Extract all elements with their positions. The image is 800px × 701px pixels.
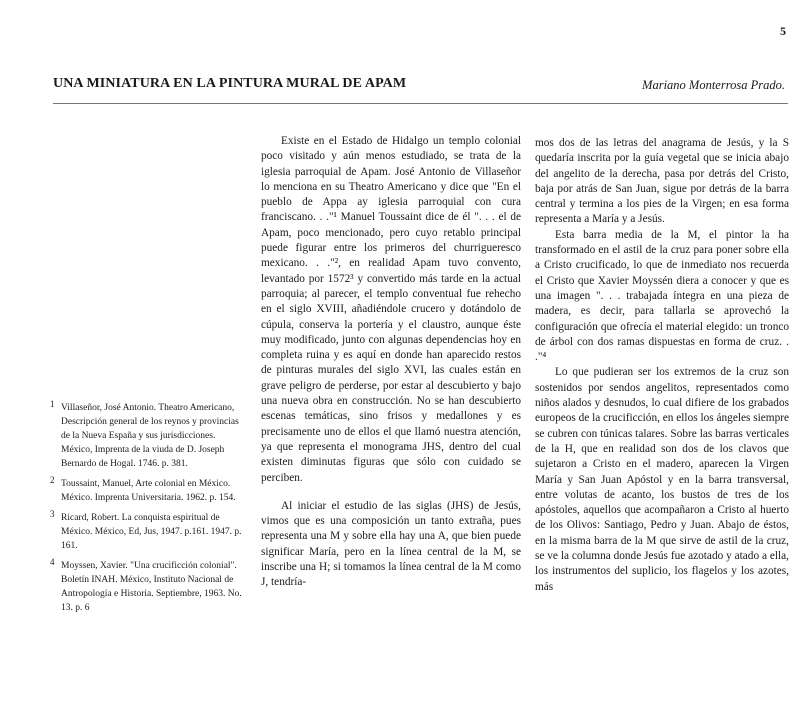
- footnote-number: 1: [50, 399, 55, 409]
- footnotes: [50, 401, 245, 621]
- footnote-text: Toussaint, Manuel, Arte colonial en México. México. Imprenta Universitaria. 1962. p. 154.: [61, 479, 236, 503]
- author-name: Mariano Monterrosa Prado.: [642, 78, 785, 92]
- paragraph: Al iniciar el estudio de las siglas (JHS) de Jesús, vimos que es una composición un tanto extraña, pues representa una M y sobre ella hay una A, que bien puede significar María, pero en la línea central de la M, se inscribe una H; si tomamos la línea central de la M como J, tendría-: [261, 499, 521, 589]
- footnote: [50, 477, 245, 505]
- paragraph: mos dos de las letras del anagrama de Jesús, y la S quedaría inscrita por la guía vegetal que se inicia abajo del angelito de la derecha, pasa por detrás del Cristo, baja por atrás de San Juan, sigue por detrás de la barra central y termina a los pies de la Virgen; en esa forma representa a María y a Jesús.: [535, 137, 789, 226]
- footnote-number: 4: [50, 557, 55, 567]
- header-rule: [53, 103, 788, 104]
- footnote: [50, 511, 245, 553]
- paragraph: Existe en el Estado de Hidalgo un templo colonial poco visitado y aún menos estudiado, se trata de la iglesia parroquial de Apam. José Antonio de Villaseñor lo menciona en su Theatro Americano y dice que "En el pueblo de Appa ay iglesia parroquial con cura franciscano. . ."¹ Manuel Toussaint dice de él ". . . el de Apam, poco mencionado, pero cuyo retablo principal puede figurar entre los primeros del churrigueresco mexicano. . ."², en realidad Apam tuvo convento, levantado por 1572³ y convertido más tarde en la actual parroquia; al parecer, el templo conventual fue rehecho en el siglo XVIII, añadiéndole crucero y dotándolo de cúpula, conserva la portería y el claustro, aunque éste muy modificado, junto con algunas dependencias hoy en completa ruina y es aquí en donde han aparecido restos de pinturas murales del siglo XVI, las cuales están en grave peligro de perderse, por estar al descubierto y bajo una nueva obra en construcción. No se han descubierto escenas temáticas, sino frisos y medallones y es precisamente uno de ellos el que llamó nuestra atención, ya que representa el monograma JHS, dentro del cual existen diminutas figuras que sólo con cuidado se perciben.: [261, 135, 521, 484]
- body-column-right: [535, 136, 789, 595]
- article-title: UNA MINIATURA EN LA PINTURA MURAL DE APAM: [53, 76, 407, 91]
- footnote: [50, 401, 245, 471]
- footnote-number: 3: [50, 509, 55, 519]
- body-column-middle: [261, 134, 521, 591]
- paragraph: Lo que pudieran ser los extremos de la cruz son sostenidos por sendos angelitos, representados como niños alados y desnudos, lo cual difiere de los grabados europeos de la crucificción, en ellos los ángeles siempre se cubren con túnicas talares. Sobre las barras verticales de la H, que en realidad son dos de los clavos que sujetaron a Cristo en el madero, aparecen la Virgen María y San Juan Apóstol y en la barra transversal, entre volutas de acanto, los bustos de tres de los apóstoles, aquellos que acompañaron a Cristo al huerto de los Olivos: Santiago, Pedro y Juan. Abajo de éstos, en la misma barra de la M que sirve de astil de la cruz, se ve la columna donde Jesús fue azotado y atado a ella, los instrumentos del suplicio, los flagelos y los azotes, más: [535, 366, 789, 593]
- footnote-number: 2: [50, 475, 55, 485]
- footnote-text: Villaseñor, José Antonio. Theatro Americano, Descripción general de los reynos y provincias de la Nueva España y sus jurisdicciones. México, Imprenta de la viuda de D. Joseph Bernardo de Hogal. 1746. p. 381.: [61, 403, 239, 469]
- footnote-text: Ricard, Robert. La conquista espiritual de México. México, Ed, Jus, 1947. p.161. 1947. p. 161.: [61, 513, 242, 551]
- paragraph: Esta barra media de la M, el pintor la ha transformado en el astil de la cruz para poner sobre ella a Cristo crucificado, lo que de inmediato nos recuerda el Cristo que Xavier Moyssén diera a conocer y que es una imagen ". . . trabajada íntegra en una pieza de madera, es decir, para tallarla se aprovechó la configuración que ofrecía el material elegido: un tronco de árbol con dos ramas dispuestas en forma de cruz. . ."⁴: [535, 228, 789, 364]
- page-number: 5: [780, 24, 786, 38]
- footnote: [50, 559, 245, 615]
- footnote-text: Moyssen, Xavier. "Una crucificción colonial". Boletín INAH. México, Instituto Nacional de Antropología e Historia. Septiembre, 1963. No. 13. p. 6: [61, 561, 242, 613]
